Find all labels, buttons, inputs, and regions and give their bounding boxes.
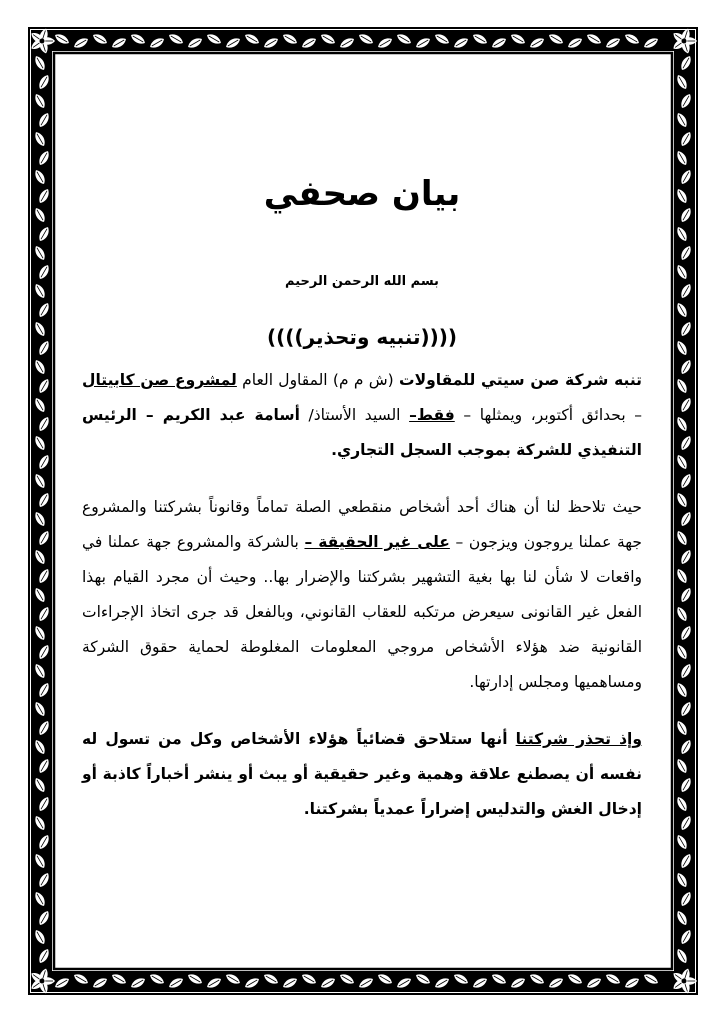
text-span: (ش م م) المقاول العام <box>236 371 399 389</box>
untruth-emphasis: على غير الحقيقة – <box>304 533 450 551</box>
ceo-name: أسامة عبد الكريم – الرئيس التنفيذي للشركة بموجب السجل التجاري. <box>82 406 642 459</box>
paragraph-announcement <box>82 363 642 468</box>
company-name: تنبه شركة صن سيتي للمقاولات <box>399 371 642 389</box>
only-emphasis: فقط– <box>409 406 455 424</box>
text-span: – بحدائق أكتوبر، ويمثلها – <box>454 406 642 424</box>
paragraph-details <box>82 490 642 700</box>
text-span: حيث تلاحظ لنا أن هناك أحد أشخاص منقطعي الصلة تماماً وقانوناً بشركتنا والمشروع جهة عملنا يروجون ويزجون – <box>82 498 642 551</box>
basmala: بسم الله الرحمن الرحيم <box>285 274 439 289</box>
press-release-body <box>82 160 642 843</box>
page-title: بيان صحفي <box>263 174 461 214</box>
paragraph-warning <box>82 722 642 827</box>
text-span: بالشركة والمشروع جهة عملنا في واقعات لا شأن لنا بها بغية التشهير بشركتنا والإضرار بها.. وحيث أن مجرد القيام بهذا الفعل غير القانونى سيعرض مرتكبه للعقاب القانوني، وبالفعل قد جرى اتخاذ الإجراءات القانونية ضد هؤلاء الأشخاص مروجي المعلومات المغلوطة لحماية حقوق الشركة ومساهميها ومجلس إدارتها. <box>82 533 642 691</box>
project-name: لمشروع صن كابيتال <box>82 371 237 389</box>
text-span: أنها ستلاحق قضائياً هؤلاء الأشخاص وكل من تسول له نفسه أن يصطنع علاقة وهمية وغير حقيقية أو يبث أو ينشر أخباراً كاذبة أو إدخال الغش والتدليس إضراراً عمدياً بشركتنا. <box>82 730 642 818</box>
warning-lead: وإذ تحذر شركتنا <box>515 730 642 748</box>
text-span: السيد الأستاذ/ <box>299 406 410 424</box>
warning-heading: ((((تنبيه وتحذير)))) <box>266 325 458 349</box>
